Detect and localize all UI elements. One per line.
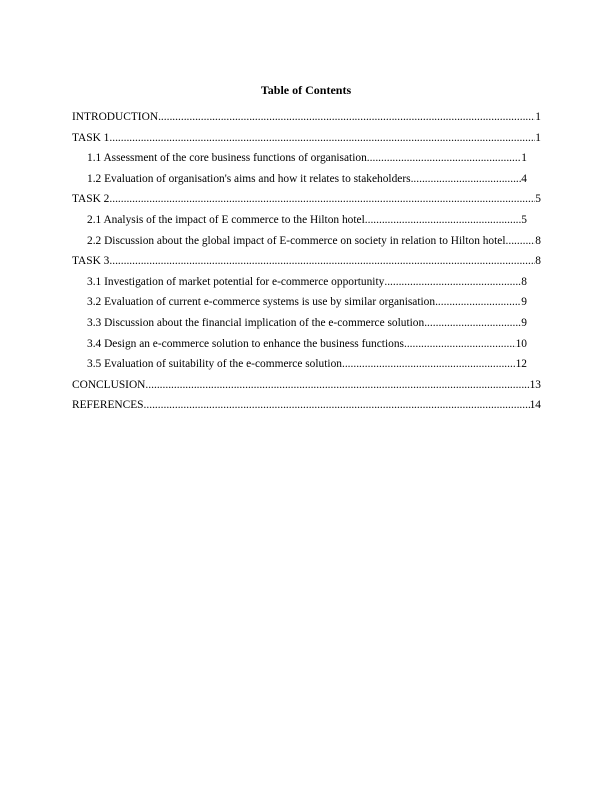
toc-entry-label: 3.1 Investigation of market potential for e-commerce opportunity (87, 275, 385, 288)
toc-entry-1-1[interactable] (72, 151, 541, 172)
toc-entry-1-2[interactable] (72, 172, 541, 193)
toc-page-number: 8 (521, 275, 527, 288)
toc-leader-dots (145, 378, 529, 392)
toc-leader-dots (365, 213, 522, 227)
toc-leader-dots (384, 275, 521, 289)
toc-page-number: 1 (521, 152, 527, 165)
toc-leader-dots (109, 254, 535, 268)
toc-entry-3-4[interactable] (72, 337, 541, 358)
toc-entry-references[interactable] (72, 398, 541, 419)
toc-page-number: 8 (535, 255, 541, 268)
toc-title: Table of Contents (260, 83, 352, 97)
toc-entry-3-3[interactable] (72, 316, 541, 337)
toc-entry-label: 1.2 Evaluation of organisation's aims and how it relates to stakeholders (87, 172, 411, 185)
toc-entry-label: 3.4 Design an e-commerce solution to enhance the business functions (87, 337, 404, 350)
toc-page-number: 8 (535, 234, 541, 247)
toc-entry-task-2[interactable] (72, 192, 541, 213)
toc-entry-label: TASK 1 (72, 131, 110, 144)
toc-entry-label: 3.3 Discussion about the financial implication of the e-commerce solution (87, 316, 425, 329)
toc-entry-3-1[interactable] (72, 275, 541, 296)
toc-list (72, 110, 541, 419)
toc-entry-label: TASK 3 (72, 255, 110, 268)
toc-leader-dots (109, 131, 535, 145)
toc-leader-dots (435, 295, 521, 309)
toc-entry-label: 2.1 Analysis of the impact of E commerce to the Hilton hotel (87, 213, 365, 226)
toc-page-number: 12 (515, 358, 527, 371)
toc-entry-2-2[interactable] (72, 234, 541, 255)
toc-leader-dots (342, 357, 516, 371)
toc-leader-dots (158, 110, 535, 124)
toc-page-number: 5 (535, 193, 541, 206)
toc-entry-introduction[interactable] (72, 110, 541, 131)
toc-leader-dots (424, 316, 521, 330)
toc-page-number: 9 (521, 296, 527, 309)
toc-page-number: 13 (529, 378, 541, 391)
toc-entry-label: REFERENCES (72, 399, 144, 412)
toc-entry-task-1[interactable] (72, 131, 541, 152)
toc-entry-label: 1.1 Assessment of the core business functions of organisation (87, 152, 367, 165)
toc-page-number: 10 (515, 337, 527, 350)
toc-entry-label: CONCLUSION (72, 378, 146, 391)
toc-page-number: 1 (535, 131, 541, 144)
toc-leader-dots (506, 234, 536, 248)
toc-entry-label: 3.2 Evaluation of current e-commerce systems is use by similar organisation (87, 296, 436, 309)
toc-leader-dots (367, 151, 522, 165)
toc-entry-3-5[interactable] (72, 357, 541, 378)
toc-leader-dots (109, 192, 535, 206)
toc-page-number: 14 (529, 399, 541, 412)
toc-entry-3-2[interactable] (72, 295, 541, 316)
toc-entry-conclusion[interactable] (72, 378, 541, 399)
toc-leader-dots (411, 172, 522, 186)
toc-entry-label: 2.2 Discussion about the global impact of E-commerce on society in relation to Hilton hotel (87, 234, 506, 247)
toc-entry-task-3[interactable] (72, 254, 541, 275)
toc-page-number: 5 (521, 213, 527, 226)
toc-entry-2-1[interactable] (72, 213, 541, 234)
toc-entry-label: TASK 2 (72, 193, 110, 206)
toc-leader-dots (404, 337, 516, 351)
toc-page-number: 9 (521, 316, 527, 329)
toc-entry-label: INTRODUCTION (72, 111, 159, 123)
toc-leader-dots (144, 398, 530, 412)
toc-page-number: 1 (535, 111, 541, 123)
toc-page-number: 4 (521, 172, 527, 185)
toc-entry-label: 3.5 Evaluation of suitability of the e-commerce solution (87, 358, 342, 371)
